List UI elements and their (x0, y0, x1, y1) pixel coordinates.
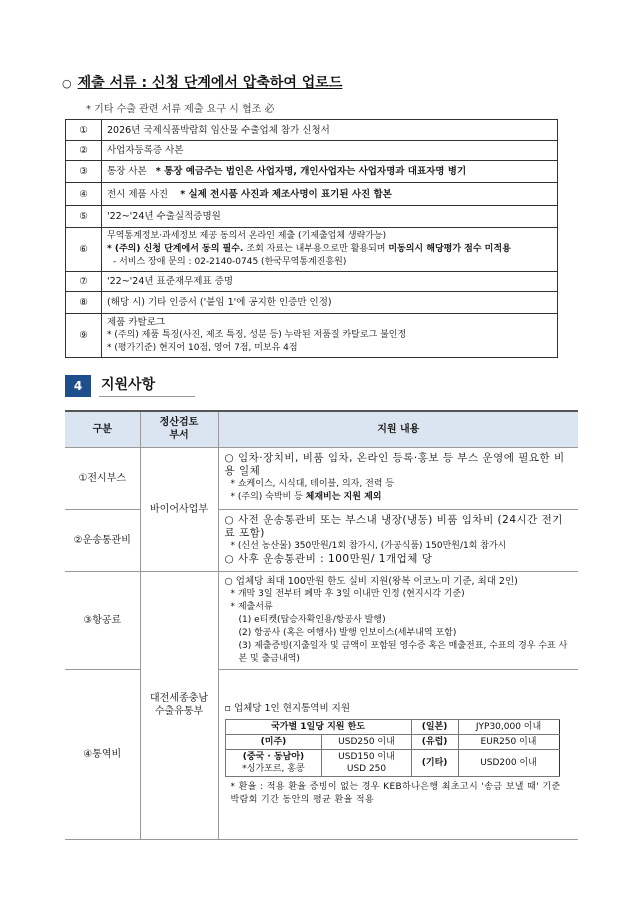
item-number: ⑥ (66, 228, 102, 272)
bullet-icon: ○ (62, 77, 72, 90)
support-table (65, 410, 578, 840)
rate-value: USD 250 (346, 763, 387, 774)
table-row (66, 314, 558, 358)
category-cell: ③항공료 (65, 571, 140, 669)
rate-label: (기타) (411, 749, 458, 776)
item-note: * (평가기준) 현지어 10점, 영어 7점, 미보유 4점 (107, 343, 298, 353)
table-row (66, 206, 558, 228)
rate-table (225, 719, 560, 777)
content-line: 체재비는 지원 제외 (305, 492, 382, 502)
submission-table (65, 119, 558, 358)
table-row (66, 272, 558, 292)
content-line: * 개막 3일 전부터 폐막 후 3일 이내만 인정 (현지시각 기준) (230, 588, 465, 599)
content-line: * (신선 농산물) 350만원/1회 참가시, (가공식품) 150만원/1회 참가시 (230, 541, 507, 551)
table-row (66, 120, 558, 141)
table-header-row (65, 411, 578, 447)
rate-value: USD200 이내 (458, 749, 559, 776)
rate-value: EUR250 이내 (458, 734, 559, 749)
item-note: * (주의) 신청 단계에서 동의 필수. (107, 244, 247, 254)
content-line: ○ 사전 운송통관비 또는 부스내 냉장(냉동) 비품 임차비 (24시간 전기료 포함) (224, 514, 563, 539)
table-row (66, 228, 558, 272)
content-line: (2) 항공사 (혹은 여행사) 발행 인보이스(세부내역 포함) (238, 627, 457, 638)
header-dept (140, 411, 218, 447)
rate-label: (유럽) (411, 734, 458, 749)
item-note: 미동의시 해당평가 점수 미적용 (388, 244, 511, 254)
item-number: ⑤ (66, 206, 102, 228)
table-row (65, 571, 578, 669)
item-note: * 실제 전시품 사진과 제조사명이 표기된 사진 합본 (180, 188, 392, 200)
dept-line: 대전세종충남 (150, 693, 208, 704)
category-cell: ②운송통관비 (65, 509, 140, 571)
section-header (65, 374, 195, 397)
item-number: ② (66, 141, 102, 161)
section-title: 지원사항 (99, 374, 195, 397)
item-text: '22~'24년 표준재무제표 증명 (102, 272, 558, 292)
rate-value: USD250 이내 (322, 734, 411, 749)
table-row (66, 161, 558, 183)
rate-label: (일본) (411, 719, 458, 734)
rate-label: *싱가포르, 홍콩 (242, 763, 305, 774)
item-note: 조회 자료는 내부용으로만 활용되며 (246, 244, 389, 254)
service-contact: - 서비스 장애 문의 : 02-2140-0745 (한국무역통계진흥원) (113, 257, 347, 267)
content-line: ▫ 업체당 1인 현지통역비 지원 (224, 702, 351, 714)
item-text: 무역통계정보·과세정보 제공 동의서 온라인 제출 (기제출업체 생략가능) (107, 231, 387, 241)
category-cell: ①전시부스 (65, 447, 140, 509)
content-line: * 환율 : 적용 환율 증빙이 없는 경우 KEB하나은행 최초고시 '송금 보낼 때' 기준 박람회 기간 동안의 평균 환율 적용 (230, 781, 561, 805)
table-row (66, 183, 558, 206)
content-line: ○ 임차·장치비, 비품 임차, 온라인 등록·홍보 등 부스 운영에 필요한 비용 일체 (224, 452, 565, 477)
item-text: 2026년 국제식품박람회 임산물 수출업체 참가 신청서 (102, 120, 558, 141)
table-row (66, 141, 558, 161)
content-line: (3) 제출증빙(지출일자 및 금액이 포함된 영수증 혹은 매출전표, 수표의 경우 수표 사본 및 출금내역) (238, 640, 568, 664)
dept-cell: 바이어사업부 (140, 447, 218, 571)
rate-header: 국가별 1일당 지원 한도 (225, 719, 411, 734)
dept-line: 수출유통부 (154, 706, 204, 717)
content-line: (1) e티켓(탑승자확인용/항공사 발행) (238, 614, 386, 625)
item-number: ④ (66, 183, 102, 206)
content-line: * 쇼케이스, 시식대, 테이블, 의자, 전력 등 (230, 479, 395, 489)
item-text: (해당 시) 기타 인증서 ('붙임 1'에 공지한 인증만 인정) (102, 292, 558, 314)
content-line: ○ 업체당 최대 100만원 한도 실비 지원(왕복 이코노미 기준, 최대 2인) (224, 575, 518, 587)
section-number-badge: 4 (65, 375, 91, 397)
submission-title-text: 제출 서류 : 신청 단계에서 압축하여 업로드 (77, 75, 343, 91)
item-text: '22~'24년 수출실적증명원 (102, 206, 558, 228)
item-note: * (주의) 제품 특징(사진, 제조 특징, 성분 등) 누락된 저품질 카탈로그 불인정 (107, 330, 407, 340)
content-line: * 제출서류 (230, 601, 273, 612)
table-row (66, 292, 558, 314)
content-line: * (주의) 숙박비 등 (230, 492, 306, 502)
rate-label: (중국 · 동남아) (242, 751, 305, 762)
submission-note: * 기타 수출 관련 서류 제출 요구 시 협조 必 (86, 104, 275, 115)
item-text: 전시 제품 사진 (107, 188, 169, 200)
item-number: ⑨ (66, 314, 102, 358)
header-dept-line: 부서 (169, 430, 189, 442)
category-cell: ④통역비 (65, 669, 140, 839)
dept-cell (140, 571, 218, 839)
submission-title (62, 72, 342, 92)
rate-value: USD150 이내 (338, 751, 395, 762)
item-number: ③ (66, 161, 102, 183)
item-number: ⑧ (66, 292, 102, 314)
item-text: 통장 사본 (107, 166, 147, 177)
header-content: 지원 내용 (218, 411, 578, 447)
rate-value: JYP30,000 이내 (458, 719, 559, 734)
table-row (65, 447, 578, 509)
header-dept-line: 정산검토 (159, 417, 199, 429)
item-note: * 통장 예금주는 법인은 사업자명, 개인사업자는 사업자명과 대표자명 병기 (155, 166, 467, 177)
rate-label: (미주) (225, 734, 322, 749)
content-line: ○ 사후 운송통관비 : 100만원/ 1개업체 당 (224, 553, 433, 565)
item-text: 사업자등록증 사본 (102, 141, 558, 161)
item-text: 제품 카탈로그 (107, 317, 166, 328)
header-category: 구분 (65, 411, 140, 447)
item-number: ① (66, 120, 102, 141)
item-number: ⑦ (66, 272, 102, 292)
